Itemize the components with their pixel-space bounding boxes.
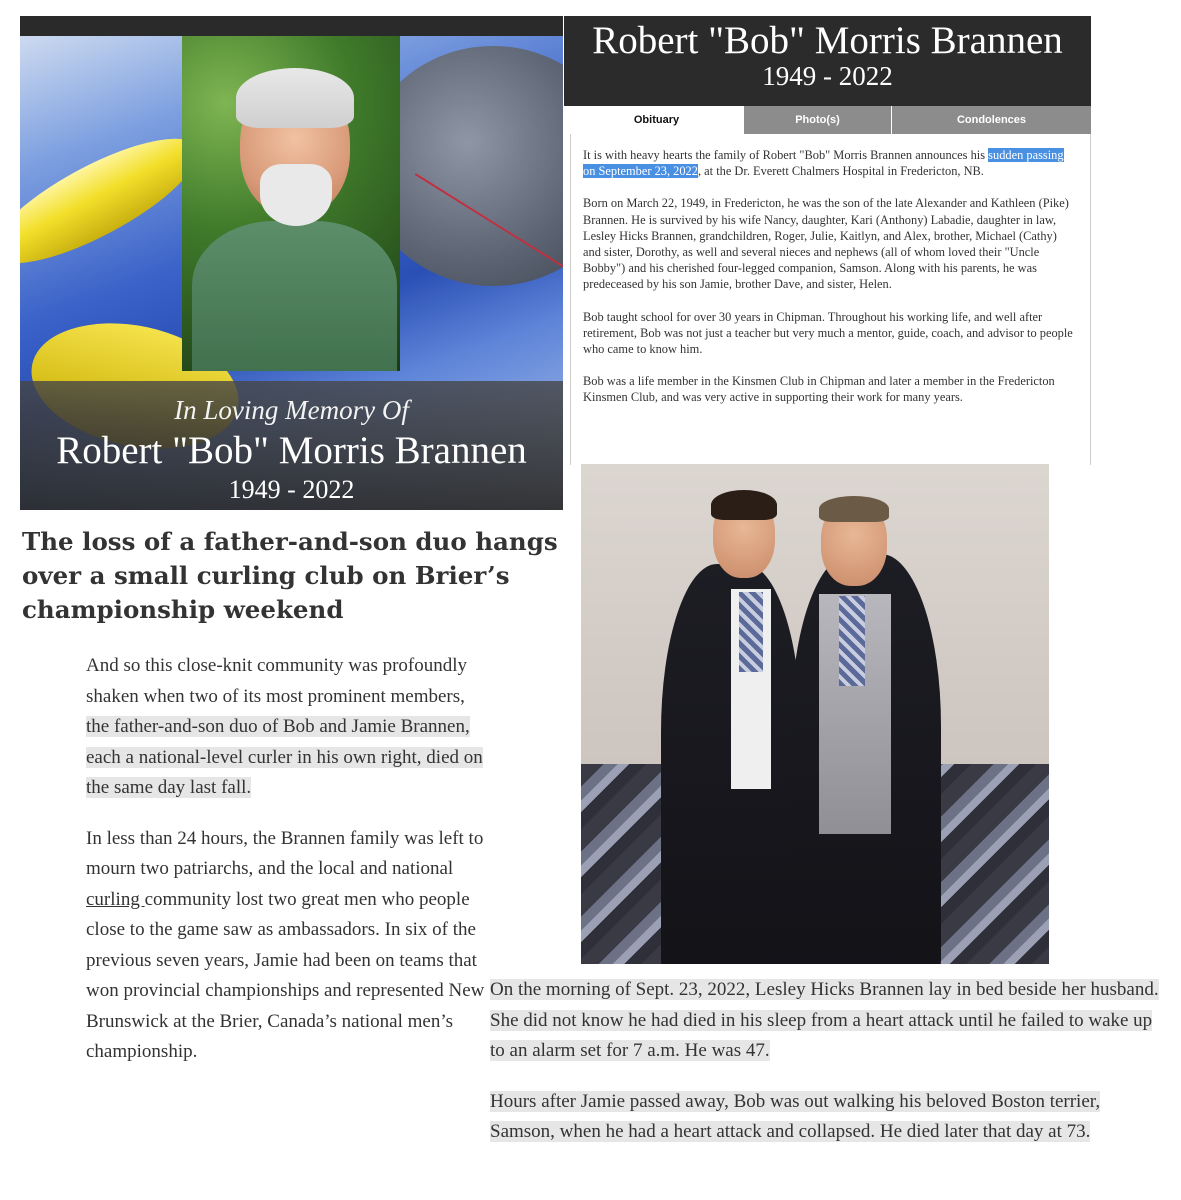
memorial-caption (20, 381, 563, 510)
memorial-subtitle: In Loving Memory Of (174, 395, 409, 425)
obituary-p1-text-end: , at the Dr. Everett Chalmers Hospital in Fredericton, NB. (697, 164, 984, 179)
obituary-paragraph-4: Bob was a life member in the Kinsmen Club in Chipman and later a member in the Fredericton Kinsmen Club, and was very active in supporting their work for many years. (583, 374, 1055, 405)
photo-jamie-hair (711, 490, 777, 520)
article-column-left (86, 651, 486, 1088)
tab-obituary[interactable]: Obituary (570, 106, 743, 134)
memorial-card (20, 16, 563, 510)
article-paragraph-3 (490, 975, 1160, 1067)
curling-link[interactable]: curling (86, 888, 145, 910)
highlighted-paragraph-4: Hours after Jamie passed away, Bob was out walking his beloved Boston terrier, Samson, when he had a heart attack and collapsed. He died later that day at 73. (490, 1090, 1101, 1142)
selected-text[interactable]: sudden passing on September 23, 2022 (583, 148, 1064, 179)
memorial-years: 1949 - 2022 (228, 475, 355, 504)
obituary-years: 1949 - 2022 (762, 61, 893, 91)
article-paragraph-4 (490, 1087, 1160, 1148)
tab-condolences[interactable]: Condolences (891, 106, 1091, 134)
obituary-tabs (570, 106, 1091, 134)
article-paragraph-2 (86, 824, 486, 1068)
obituary-paragraph-2: Born on March 22, 1949, in Fredericton, he was the son of the late Alexander and Kathleen (Pike) Brannen. He is survived by his wife Nancy, daughter, Kari (Anthony) Labadie, daughter in law, Lesley Hicks Brannen, grandchildren, Roger, Julie, Kaitlyn, and Alex, brother, Michael (Cathy) and sister, Dorothy, as well and several nieces and nephews (all of whom loved their "Uncle Bobby") and his cherished four-legged companion, Samson. Along with his parents, he was predeceased by his son Jamie, brother Dave, and sister, Helen. (583, 196, 1069, 292)
photo-jamie-tie (739, 592, 763, 672)
panel-right-border (1090, 134, 1091, 465)
portrait-beard (260, 164, 332, 226)
obituary-name: Robert "Bob" Morris Brannen (592, 19, 1063, 62)
obituary-paragraph-3: Bob taught school for over 30 years in Chipman. Throughout his working life, and well after retirement, Bob was not just a teacher but very much a mentor, guide, coach, and advisor to people who came to know him. (583, 309, 1073, 357)
photo-bob-tie (839, 596, 865, 686)
memorial-name: Robert "Bob" Morris Brannen (56, 429, 527, 472)
father-son-photo (581, 464, 1049, 964)
memorial-top-strip (20, 16, 563, 36)
obituary-p1-text: It is with heavy hearts the family of Robert "Bob" Morris Brannen announces his (583, 148, 989, 162)
obituary-header (564, 16, 1091, 106)
obituary-panel (564, 16, 1091, 465)
obituary-paragraph-1 (583, 147, 1073, 179)
portrait-photo (182, 36, 400, 371)
obituary-body (583, 147, 1073, 422)
highlighted-paragraph-3: On the morning of Sept. 23, 2022, Lesley Hicks Brannen lay in bed beside her husband. She did not know he had died in his sleep from a heart attack until he failed to wake up to an alarm set for 7 a.m. He was 47. (490, 979, 1159, 1061)
article-paragraph-1 (86, 651, 486, 804)
tab-photos[interactable]: Photo(s) (743, 106, 891, 134)
article-headline: The loss of a father-and-son duo hangs over a small curling club on Brier’s championship weekend (22, 527, 558, 624)
panel-left-border (570, 134, 571, 465)
article-p2-text-end: community lost two great men who people close to the game saw as ambassadors. In six of the previous seven years, Jamie had been on teams that won provincial championships and represented New Brunswick at the Brier, Canada’s national men’s championship. (86, 888, 485, 1062)
highlighted-quote: the father-and-son duo of Bob and Jamie Brannen, each a national-level curler in his own right, died on the same day last fall. (86, 716, 483, 798)
article-p2-text: In less than 24 hours, the Brannen family was left to mourn two patriarchs, and the local and national (86, 827, 484, 879)
portrait-shirt (192, 221, 397, 371)
article-p1-text: And so this close-knit community was profoundly shaken when two of its most prominent members, (86, 655, 468, 707)
article-column-right (490, 975, 1160, 1168)
photo-bob-hair (819, 496, 889, 522)
portrait-hair (236, 68, 354, 128)
